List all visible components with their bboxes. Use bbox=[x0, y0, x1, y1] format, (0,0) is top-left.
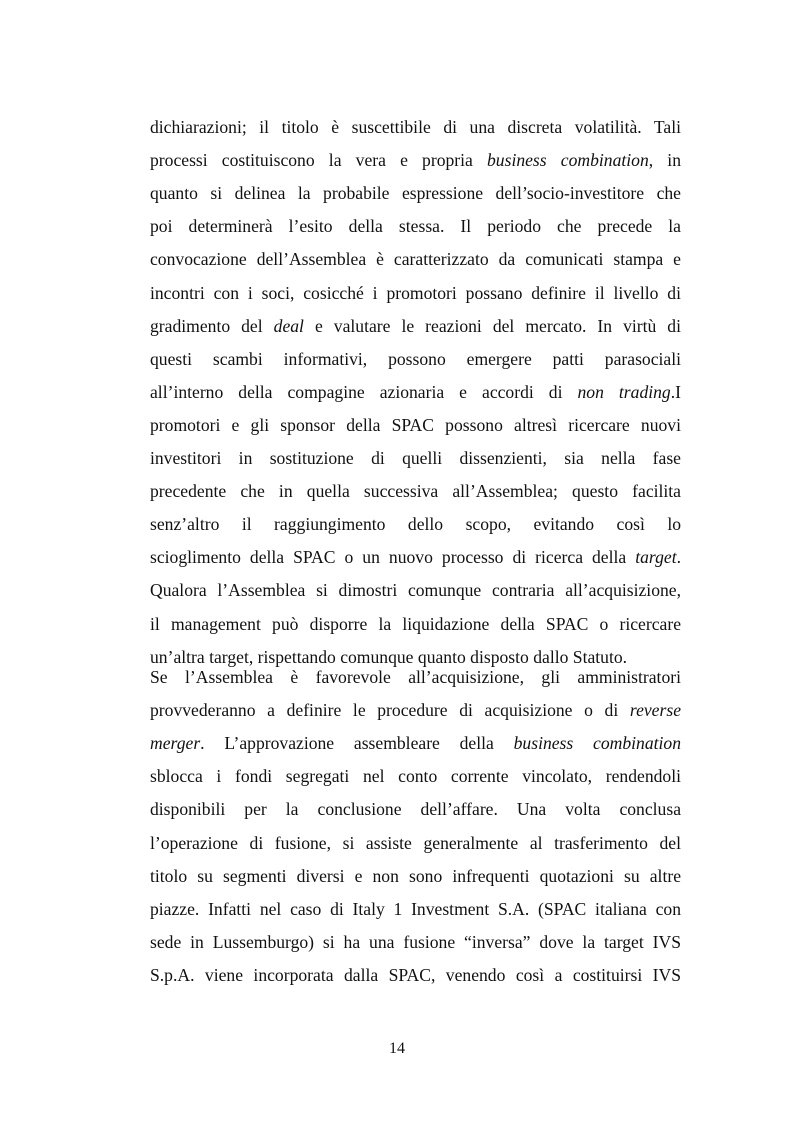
text-run: , in bbox=[648, 150, 681, 171]
text-run: scioglimento della SPAC o un nuovo processo di ricerca della bbox=[150, 547, 636, 568]
text-run: il management può disporre la liquidazione della SPAC o ricercare bbox=[150, 613, 681, 634]
paragraph-2-line-9 bbox=[150, 930, 681, 954]
paragraph-2-line-6 bbox=[150, 831, 681, 855]
text-run: Se l’Assemblea è favorevole all’acquisizione, gli amministratori bbox=[150, 667, 681, 687]
paragraph-2-line-3 bbox=[150, 731, 681, 755]
text-run: poi determinerà l’esito della stessa. Il periodo che precede la bbox=[150, 216, 681, 237]
text-run: . bbox=[676, 547, 681, 568]
italic-term: business combination bbox=[487, 150, 649, 171]
text-run: .I bbox=[670, 381, 681, 402]
paragraph-1-line-15 bbox=[150, 578, 681, 602]
page-number: 14 bbox=[389, 1040, 405, 1057]
paragraph-1-line-5 bbox=[150, 247, 681, 271]
paragraph-1-line-4 bbox=[150, 214, 681, 238]
paragraph-2-line-10 bbox=[150, 963, 681, 987]
text-run: precedente che in quella successiva all’Assemblea; questo facilita bbox=[150, 481, 681, 502]
italic-term: deal bbox=[273, 315, 304, 336]
text-run: all’interno della compagine azionaria e accordi di bbox=[150, 381, 578, 402]
text-run: . L’approvazione assembleare della bbox=[200, 733, 514, 754]
text-run: piazze. Infatti nel caso di Italy 1 Investment S.A. (SPAC italiana con bbox=[150, 898, 681, 919]
text-run: convocazione dell’Assemblea è caratterizzato da comunicati stampa e bbox=[150, 249, 681, 270]
paragraph-2-line-2 bbox=[150, 698, 681, 722]
text-run: Qualora l’Assemblea si dimostri comunque contraria all’acquisizione, bbox=[150, 580, 681, 601]
text-run: questi scambi informativi, possono emergere patti parasociali bbox=[150, 348, 681, 369]
paragraph-1-line-6 bbox=[150, 281, 681, 305]
paragraph-1-line-7 bbox=[150, 314, 681, 338]
paragraph-1-line-14 bbox=[150, 545, 681, 569]
text-run: processi costituiscono la vera e propria bbox=[150, 150, 487, 171]
text-run: sblocca i fondi segregati nel conto corrente vincolato, rendendoli bbox=[150, 766, 681, 787]
italic-term: reverse bbox=[629, 700, 681, 721]
text-run: provvederanno a definire le procedure di acquisizione o di bbox=[150, 700, 630, 721]
text-run: incontri con i soci, cosicché i promotori possano definire il livello di bbox=[150, 282, 681, 303]
paragraph-1-line-13 bbox=[150, 512, 681, 536]
paragraph-2-line-1 bbox=[150, 665, 681, 689]
paragraph-1-line-1 bbox=[150, 115, 681, 139]
paragraph-1-line-12 bbox=[150, 479, 681, 503]
text-run: sede in Lussemburgo) si ha una fusione “inversa” dove la target IVS bbox=[150, 931, 681, 952]
italic-term: target bbox=[635, 547, 677, 568]
text-run: disponibili per la conclusione dell’affare. Una volta conclusa bbox=[150, 799, 681, 820]
text-run: quanto si delinea la probabile espressione dell’socio-investitore che bbox=[150, 183, 681, 204]
italic-term: non trading bbox=[577, 381, 671, 402]
paragraph-1-line-2 bbox=[150, 148, 681, 172]
text-run: titolo su segmenti diversi e non sono infrequenti quotazioni su altre bbox=[150, 865, 681, 886]
paragraph-1-line-10 bbox=[150, 413, 681, 437]
paragraph-1-line-8 bbox=[150, 347, 681, 371]
text-run: un’altra target, rispettando comunque quanto disposto dallo Statuto. bbox=[150, 646, 628, 667]
paragraph-2-line-7 bbox=[150, 864, 681, 888]
paragraph-2-line-4 bbox=[150, 764, 681, 788]
paragraph-2-line-8 bbox=[150, 897, 681, 921]
text-run: investitori in sostituzione di quelli dissenzienti, sia nella fase bbox=[150, 448, 681, 468]
text-run: e valutare le reazioni del mercato. In virtù di bbox=[303, 315, 681, 336]
italic-term: merger bbox=[150, 733, 201, 754]
italic-term: business combination bbox=[513, 733, 681, 754]
paragraph-1-line-11 bbox=[150, 446, 681, 470]
text-run: S.p.A. viene incorporata dalla SPAC, venendo così a costituirsi IVS bbox=[150, 964, 681, 985]
paragraph-1-line-3 bbox=[150, 181, 681, 205]
text-run: gradimento del bbox=[150, 315, 274, 336]
text-run: dichiarazioni; il titolo è suscettibile di una discreta volatilità. Tali bbox=[150, 117, 681, 137]
text-run: promotori e gli sponsor della SPAC possono altresì ricercare nuovi bbox=[150, 414, 681, 435]
paragraph-1-line-9 bbox=[150, 380, 681, 404]
text-run: senz’altro il raggiungimento dello scopo, evitando così lo bbox=[150, 514, 681, 535]
text-run: l’operazione di fusione, si assiste generalmente al trasferimento del bbox=[150, 832, 681, 853]
paragraph-1-line-16 bbox=[150, 612, 681, 636]
paragraph-2-line-5 bbox=[150, 797, 681, 821]
